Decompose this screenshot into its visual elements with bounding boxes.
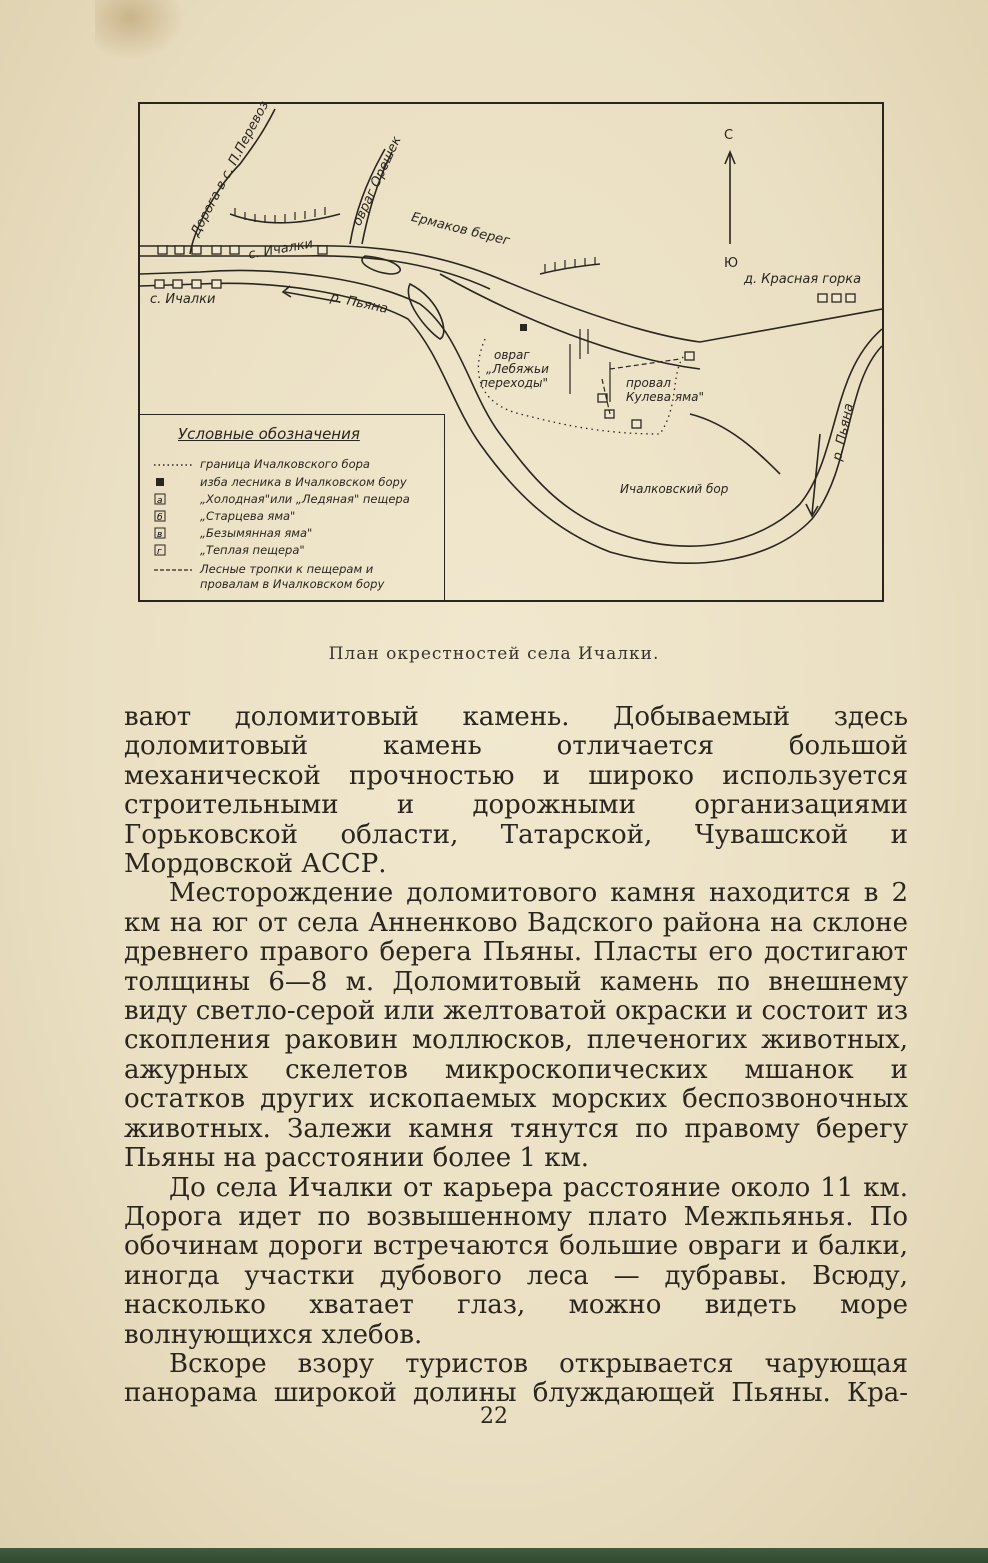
boxed-letter-icon: [152, 526, 196, 540]
label-ermakov-bank: Ермаков берег: [409, 210, 512, 249]
paper-stain: [95, 0, 185, 60]
figure-caption: План окрестностей села Ичалки.: [328, 644, 660, 664]
label-bor: Ичалковский бор: [620, 482, 729, 496]
svg-text:б: б: [157, 513, 163, 523]
label-road-perevoz: Дорога в с. П.Перевоз: [188, 98, 273, 240]
label-river-right: р. Пьяна: [830, 402, 857, 463]
label-ravine-3: переходы": [480, 376, 548, 390]
page-number: 22: [480, 1404, 508, 1429]
svg-text:в: в: [157, 530, 163, 540]
label-village: с. Ичалки: [150, 292, 216, 307]
legend-item: Лесные тропки к пещерам и: [152, 562, 442, 577]
oxbow-2: [408, 284, 443, 339]
boxed-letter-icon: [152, 492, 196, 506]
legend-item: провалам в Ичалковском бору: [200, 577, 385, 591]
paragraph: Вскоре взору туристов открывается чарующая панорама широкой долины блуждающей Пьяны. Кра-: [124, 1348, 908, 1409]
paragraph: До села Ичалки от карьера расстояние около 11 км. Дорога идет по возвышенному плато Межпьянья. По обочинам дороги встречаются большие овраги и балки, иногда участки дубового леса — дубравы. Всюду, насколько хватает глаз, можно видеть море волнующихся хлебов.: [124, 1172, 908, 1350]
svg-text:г: г: [157, 547, 162, 557]
legend-item: а „Холодная"или „Ледяная" пещера: [152, 492, 442, 507]
label-river: р. Пьяна: [329, 290, 390, 317]
page-bottom-edge: [0, 1548, 988, 1563]
label-ravine-oreshek: овраг Орешек: [350, 134, 405, 229]
svg-text:а: а: [157, 496, 163, 506]
dotted-line-icon: [152, 457, 196, 471]
body-text: [124, 703, 908, 1409]
label-ravine-2: „Лебяжьи: [486, 362, 549, 376]
legend-item: г „Теплая пещера": [152, 543, 442, 558]
legend-item: изба лесника в Ичалковском бору: [152, 475, 442, 490]
label-village-line: с. Ичалки: [247, 236, 315, 263]
map-figure: [138, 98, 884, 602]
label-ravine: овраг: [494, 348, 530, 362]
paragraph: Месторождение доломитового камня находится в 2 км на юг от села Анненково Вадского района на склоне древнего правого берега Пьяны. Пласты его достигают толщины 6—8 м. Доломитовый камень по внешнему виду светло-серой или желтоватой окраски и состоит из скопления раковин моллюсков, плеченогих животных, ажурных скелетов микроскопических мшанок и остатков других ископаемых морских беспозвоночных животных. Залежи камня тянутся по правому берегу Пьяны на расстоянии более 1 км.: [124, 878, 908, 1174]
paragraph: вают доломитовый камень. Добываемый здесь доломитовый камень отличается большой механической прочностью и широко используется строительными и дорожными организациями Горьковской области, Татарской, Чувашской и Мордовской АССР.: [124, 702, 908, 880]
legend-item: в „Безымянная яма": [152, 526, 442, 541]
legend-item: граница Ичалковского бора: [152, 457, 442, 472]
legend-item: б „Старцева яма": [152, 509, 442, 524]
label-proval: провал: [626, 376, 671, 390]
boxed-letter-icon: [152, 543, 196, 557]
label-krasnaya-gorka: д. Красная горка: [744, 272, 862, 287]
label-north: С: [724, 128, 734, 143]
boxed-letter-icon: [152, 509, 196, 523]
label-south: Ю: [724, 256, 739, 271]
dashed-line-icon: [152, 562, 196, 576]
filled-square-icon: [152, 475, 196, 489]
label-proval-2: Кулева яма": [626, 390, 705, 404]
map-legend: [140, 414, 445, 600]
legend-title: Условные обозначения: [178, 425, 360, 443]
